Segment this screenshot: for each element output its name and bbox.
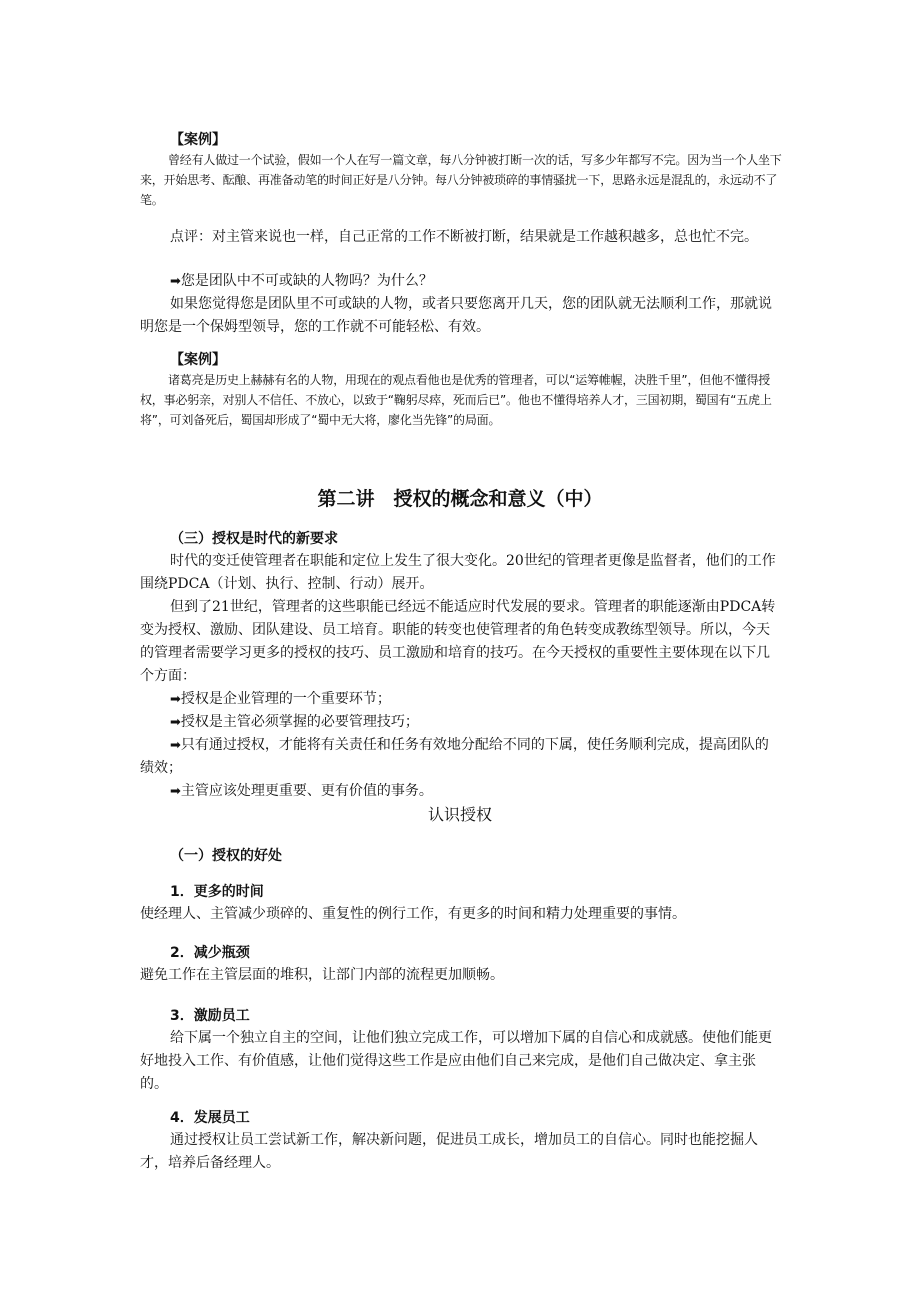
benefit-1	[140, 881, 782, 926]
benefit-3	[140, 1005, 782, 1096]
question-answer: 如果您觉得您是团队里不可或缺的人物，或者只要您离开几天，您的团队就无法顺利工作，那就说明您是一个保姆型领导，您的工作就不可能轻松、有效。	[140, 296, 772, 335]
arrow-right-icon: ➡	[170, 738, 181, 753]
arrow-right-icon: ➡	[170, 784, 181, 799]
benefits-heading-block	[140, 845, 782, 867]
case-text: 曾经有人做过一个试验，假如一个人在写一篇文章，每八分钟被打断一次的话，写多少年都写不完。因为当一个人坐下来，开始思考、酝酿、再准备动笔的时间正好是八分钟。每八分钟被琐碎的事情骚扰一下，思路永远是混乱的，永远动不了笔。	[140, 153, 782, 207]
section-heading: （三）授权是时代的新要求	[170, 531, 338, 547]
benefit-text: 使经理人、主管减少琐碎的、重复性的例行工作，有更多的时间和精力处理重要的事情。	[140, 906, 686, 922]
bullet-item: ➡授权是主管必须掌握的必要管理技巧；	[170, 714, 419, 730]
case-label: 【案例】	[170, 352, 226, 368]
case-2	[140, 350, 782, 430]
arrow-right-icon: ➡	[170, 715, 181, 730]
case-text: 诸葛亮是历史上赫赫有名的人物，用现在的观点看他也是优秀的管理者，可以“运筹帷幄，决胜千里”，但他不懂得授权，事必躬亲，对别人不信任、不放心，以致于“鞠躬尽瘁，死而后已”。他也不懂得培养人才，三国初期，蜀国有“五虎上将”，可刘备死后，蜀国却形成了“蜀中无大将，廖化当先锋”的局面。	[140, 373, 772, 427]
comment-block	[140, 226, 782, 249]
case-1	[140, 130, 782, 210]
benefits-heading: （一）授权的好处	[170, 848, 282, 864]
benefit-text: 避免工作在主管层面的堆积，让部门内部的流程更加顺畅。	[140, 967, 504, 983]
section-3	[140, 528, 782, 803]
benefit-text: 通过授权让员工尝试新工作，解决新问题，促进员工成长，增加员工的自信心。同时也能挖掘人才，培养后备经理人。	[140, 1132, 758, 1171]
benefit-title: 3．激励员工	[170, 1008, 250, 1024]
section-paragraph: 时代的变迁使管理者在职能和定位上发生了很大变化。20世纪的管理者更像是监督者，他们的工作围绕PDCA（计划、执行、控制、行动）展开。	[140, 553, 776, 592]
section-title: 认识授权	[427, 805, 492, 824]
lecture-title: 第二讲 授权的概念和意义（中）	[317, 488, 603, 510]
bullet-item: ➡主管应该处理更重要、更有价值的事务。	[170, 783, 433, 799]
question-block	[140, 270, 782, 339]
section-paragraph: 但到了21世纪，管理者的这些职能已经远不能适应时代发展的要求。管理者的职能逐渐由PDCA转变为授权、激励、团队建设、员工培育。职能的转变也使管理者的角色转变成教练型领导。所以，今天的管理者需要学习更多的授权的技巧、员工激励和培育的技巧。在今天授权的重要性主要体现在以下几个方面：	[140, 599, 776, 684]
bullet-item: ➡授权是企业管理的一个重要环节；	[170, 691, 391, 707]
case-label: 【案例】	[170, 132, 226, 148]
question-item	[140, 270, 782, 293]
benefit-title: 2．减少瓶颈	[170, 945, 250, 961]
arrow-right-icon: ➡	[170, 692, 181, 707]
benefit-4	[140, 1107, 782, 1175]
arrow-right-icon: ➡	[170, 274, 181, 289]
benefit-title: 4．发展员工	[170, 1110, 250, 1126]
benefit-text: 给下属一个独立自主的空间，让他们独立完成工作，可以增加下属的自信心和成就感。使他们能更好地投入工作、有价值感，让他们觉得这些工作是应由他们自己来完成，是他们自己做决定、拿主张的。	[140, 1030, 772, 1092]
benefit-2	[140, 942, 782, 987]
benefit-title: 1．更多的时间	[170, 884, 264, 900]
question-text: 您是团队中不可或缺的人物吗？为什么？	[180, 273, 433, 289]
comment-text: 点评：对主管来说也一样，自己正常的工作不断被打断，结果就是工作越积越多，总也忙不完。	[170, 229, 758, 245]
bullet-item: ➡只有通过授权，才能将有关责任和任务有效地分配给不同的下属，使任务顺利完成，提高团队的绩效；	[140, 737, 769, 776]
